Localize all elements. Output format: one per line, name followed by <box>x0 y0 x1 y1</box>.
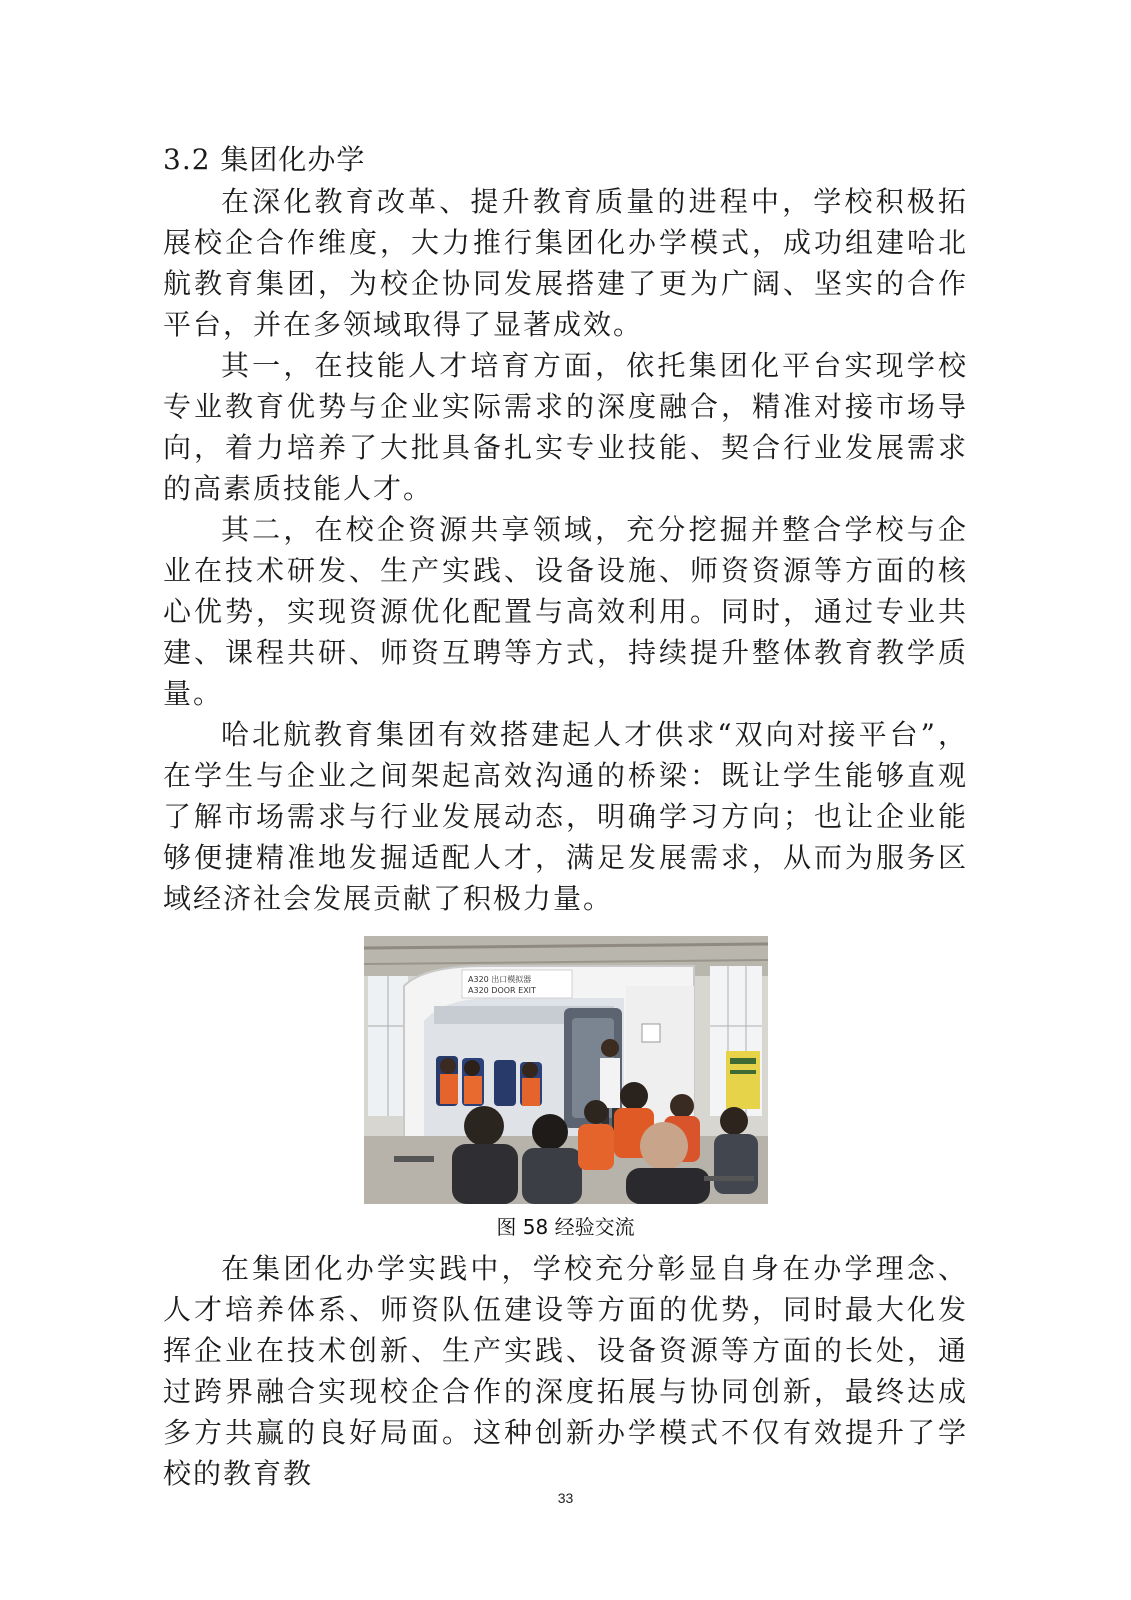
paragraph-resources: 其二，在校企资源共享领域，充分挖掘并整合学校与企业在技术研发、生产实践、设备设施、师资资源等方面的核心优势，实现资源优化配置与高效利用。同时，通过专业共建、课程共研、师资互聘等方式，持续提升整体教育教学质量。 <box>163 513 968 710</box>
paragraph-talent: 其一，在技能人才培育方面，依托集团化平台实现学校专业教育优势与企业实际需求的深度融合，精准对接市场导向，着力培养了大批具备扎实专业技能、契合行业发展需求的高素质技能人才。 <box>163 349 968 505</box>
paragraph-intro: 在深化教育改革、提升教育质量的进程中，学校积极拓展校企合作维度，大力推行集团化办学模式，成功组建哈北航教育集团，为校企协同发展搭建了更为广阔、坚实的合作平台，并在多领域取得了显著成效。 <box>163 185 968 341</box>
section-heading: 3.2 集团化办学 <box>163 143 366 176</box>
experience-exchange-photo <box>364 936 768 1204</box>
paragraph-practice: 在集团化办学实践中，学校充分彰显自身在办学理念、人才培养体系、师资队伍建设等方面的优势，同时最大化发挥企业在技术创新、生产实践、设备资源等方面的长处，通过跨界融合实现校企合作的深度拓展与协同创新，最终达成多方共赢的良好局面。这种创新办学模式不仅有效提升了学校的教育教 <box>163 1252 968 1490</box>
photo-sign-line1: A320 出口模拟器 <box>467 975 531 984</box>
figure-caption: 图 58 经验交流 <box>496 1215 635 1239</box>
page-content <box>163 140 968 1494</box>
paragraph-platform: 哈北航教育集团有效搭建起人才供求“双向对接平台”，在学生与企业之间架起高效沟通的桥梁：既让学生能够直观了解市场需求与行业发展动态，明确学习方向；也让企业能够便捷精准地发掘适配人才，满足发展需求，从而为服务区域经济社会发展贡献了积极力量。 <box>163 718 968 915</box>
page-number: 33 <box>557 1490 574 1506</box>
photo-sign-line2: A320 DOOR EXIT <box>467 986 536 995</box>
figure <box>163 936 968 1242</box>
